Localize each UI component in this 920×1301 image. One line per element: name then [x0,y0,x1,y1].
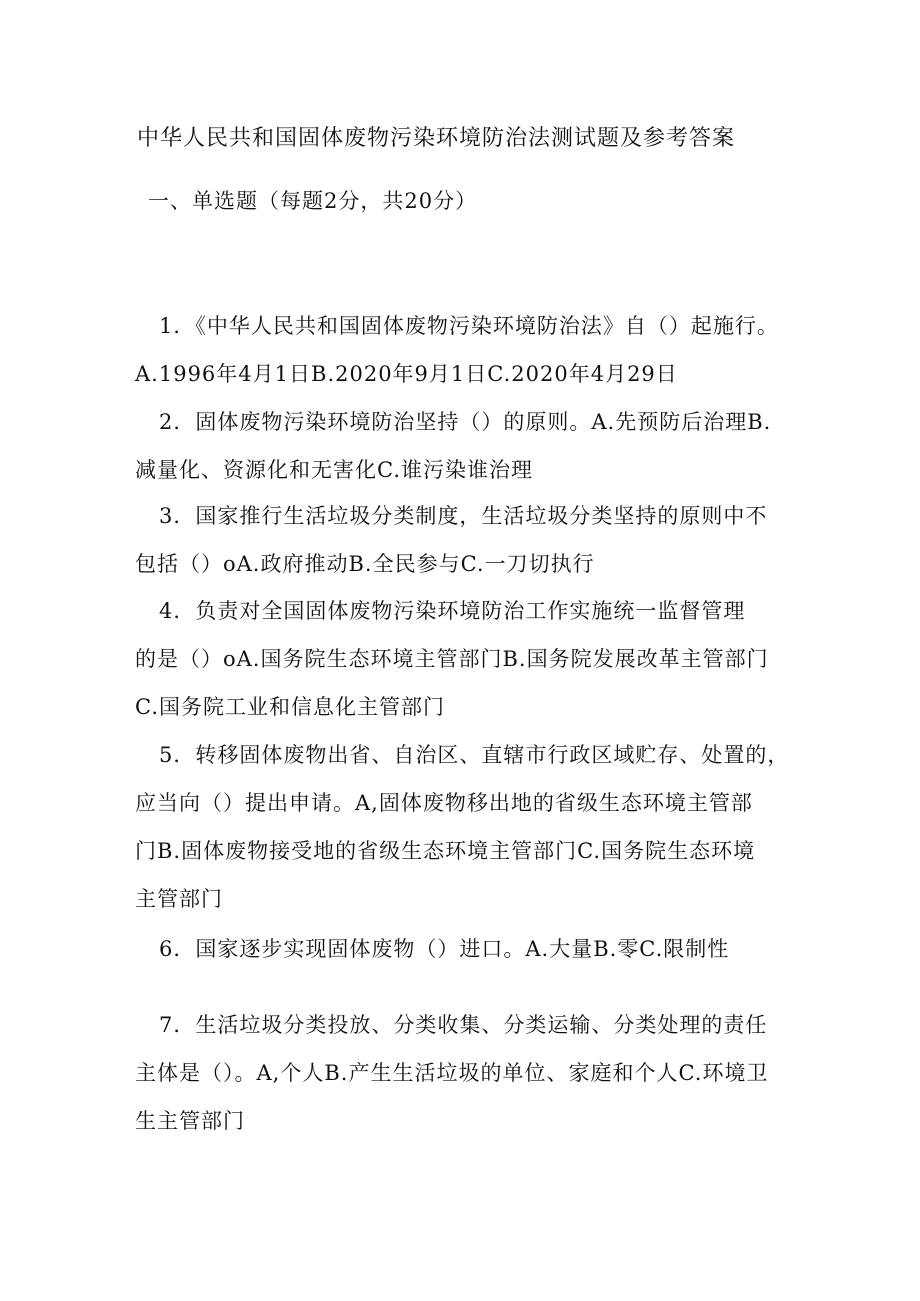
question-6 [135,925,800,973]
question-4-line-1: 4．负责对全国固体废物污染环境防治工作实施统一监督管理 [159,599,746,623]
question-5-line-1: 5．转移固体废物出省、自治区、直辖市行政区域贮存、处置的， [159,743,790,767]
question-5-line-2: 应当向（）提出申请。A,固体废物移出地的省级生态环境主管部 [135,791,753,815]
question-2 [135,398,800,494]
question-5-line-3: 门B.固体废物接受地的省级生态环境主管部门C.国务院生态环境 [135,839,756,863]
section-heading: 一、单选题（每题2分，共20分） [148,189,478,213]
question-7-line-1: 7．生活垃圾分类投放、分类收集、分类运输、分类处理的责任 [159,1013,768,1037]
question-7-line-2: 主体是（）。A,个人B.产生生活垃圾的单位、家庭和个人C.环境卫 [135,1061,769,1085]
question-1 [135,302,800,398]
question-3-line-1: 3．国家推行生活垃圾分类制度，生活垃圾分类坚持的原则中不 [159,504,768,528]
question-7 [135,1001,800,1145]
question-3 [135,492,800,588]
question-4 [135,587,800,731]
question-2-line-1: 2．固体废物污染环境防治坚持（）的原则。A.先预防后治理B. [159,410,772,434]
question-6-line-1: 6．国家逐步实现固体废物（）进口。A.大量B.零C.限制性 [159,937,730,961]
document-title: 中华人民共和国固体废物污染环境防治法测试题及参考答案 [137,126,736,151]
question-4-line-3: C.国务院工业和信息化主管部门 [135,695,445,719]
question-1-line-2: A.1996年4月1日B.2020年9月1日C.2020年4月29日 [135,362,678,386]
question-7-line-3: 生主管部门 [135,1109,245,1133]
question-5 [135,731,800,923]
question-2-line-2: 减量化、资源化和无害化C.谁污染谁治理 [135,458,533,482]
question-1-line-1: 1．《中华人民共和国固体废物污染环境防治法》自（）起施行。 [159,314,779,338]
question-3-line-2: 包括（）oA.政府推动B.全民参与C.一刀切执行 [135,552,595,576]
question-5-line-4: 主管部门 [135,887,223,911]
question-4-line-2: 的是（）oA.国务院生态环境主管部门B.国务院发展改革主管部门 [135,647,769,671]
